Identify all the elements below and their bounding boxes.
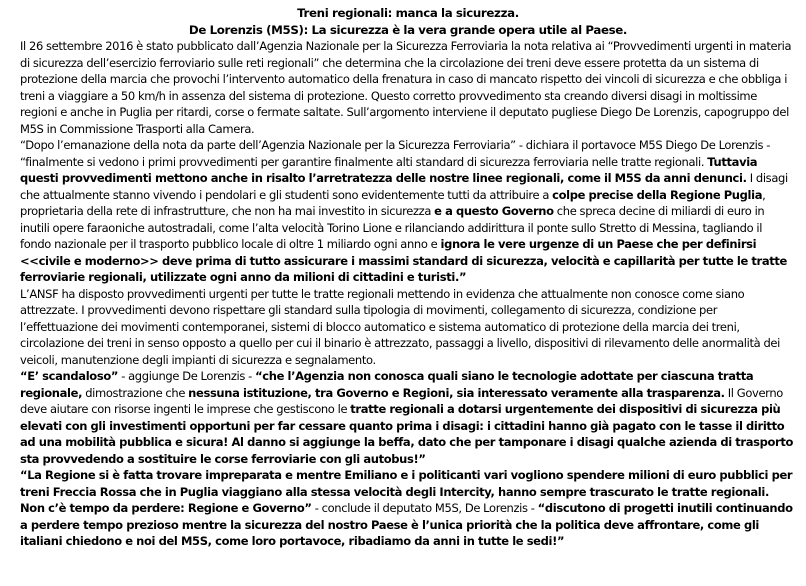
text-run-bold: ignora le vere urgenze di un Paese che per definirsi <<civile e moderno>> deve prima di tutto assicurare i massimi standard di sicurezza, velocità e capillarità per tutte le tratte ferroviarie regionali, utilizzate ogni anno da milioni di cittadini e turisti.” [20, 237, 787, 284]
text-run-bold: colpe precise della Regione Puglia [552, 187, 763, 202]
text-run-bold: “E’ scandaloso” [20, 369, 119, 383]
text-run-bold: tratte regionali a dotarsi urgentemente dei dispositivi di sicurezza più elevati con gli investimenti opportuni per far cessare quanto prima i disagi: i cittadini hanno già pagato con le tasse il diritto ad una mobilità pubblica e sicura! Al danno si aggiunge la beffa, dato che per tamponare i disagi qualche azienda di trasporto sta provvedendo a sostituire le corse ferroviarie con gli autobus!” [20, 402, 794, 466]
text-run-bold: “discutono di progetti inutili continuando a perdere tempo prezioso mentre la sicurezza del nostro Paese è l’unica priorità che la politica deve affrontare, come gli italiani chiedono e noi del M5S, come loro portavoce, ribadiamo da anni in tutte le sedi!” [20, 501, 793, 548]
text-run: I disagi che attualmente stanno vivendo i pendolari e gli studenti sono evidentemente tutti da attribuire a [20, 171, 788, 202]
paragraph-intro: Il 26 settembre 2016 è stato pubblicato dall’Agenzia Nazionale per la Sicurezza Ferroviaria la nota relativa ai “Provvedimenti urgenti in materia di sicurezza dell’esercizio ferroviario sulle reti regionali” che determina che la circolazione dei treni deve essere protetta da un sistema di protezione della marcia che provochi l’intervento automatico della frenatura in caso di mancato rispetto dei vincoli di sicurezza e che obbliga i treni a viaggiare a 50 km/h in assenza del sistema di protezione. Questo corretto provvedimento sta creando diversi disagi in moltissime regioni e anche in Puglia per ritardi, corse o fermate saltate. Sull’argomento interviene il deputato pugliese Diego De Lorenzis, capogruppo del M5S in Commissione Trasporti alla Camera. [20, 39, 792, 136]
text-run-bold: nessuna istituzione, tra Governo e Regioni, sia interessato veramente alla trasparenza. [188, 385, 725, 400]
paragraph-quote-1 [20, 137, 796, 286]
document-title: Treni regionali: manca la sicurezza. [297, 6, 519, 20]
text-run: dimostrazione che [82, 385, 189, 400]
text-run: che spreca decine di miliardi di euro in inutili opere faraoniche autostradali, come l’alta velocità Torino Lione e rilanciando addirittura il ponte sullo Stretto di Messina, tagliando il fondo nazionale per il trasporto pubblico locale di oltre 1 miliardo ogni anno e [20, 204, 765, 251]
text-run: “Dopo l’emanazione della nota da parte dell’Agenzia Nazionale per la Sicurezza Ferroviaria” - dichiara il portavoce M5S Diego De Lorenzis - “finalmente si vedono i primi provvedimenti per garantire finalmente alti standard di sicurezza ferroviaria nelle tratte regionali. [20, 138, 770, 169]
text-run-bold: “La Regione si è fatta trovare impreparata e mentre Emiliano e i politicanti vari vogliono spendere milioni di euro pubblici per treni Freccia Rossa che in Puglia viaggiano alla stessa velocità degli Intercity, hanno sempre trascurato le tratte regionali. Non c’è tempo da perdere: Regione e Governo” [20, 468, 793, 515]
paragraph-quote-2 [20, 368, 796, 467]
document-subtitle: De Lorenzis (M5S): La sicurezza è la vera grande opera utile al Paese. [188, 22, 628, 37]
text-run: Il Governo deve aiutare con risorse ingenti le imprese che gestiscono le [20, 385, 783, 416]
text-run: - conclude il deputato M5S, De Lorenzis - [311, 501, 538, 515]
text-run-bold: “che l’Agenzia non conosca quali siano le tecnologie adottate per ciascuna tratta regionale, [20, 369, 754, 400]
text-run: - aggiunge De Lorenzis - [118, 369, 256, 383]
text-run: , proprietaria della rete di infrastrutture, che non ha mai investito in sicurezza [20, 187, 766, 218]
paragraph-ansf: L’ANSF ha disposto provvedimenti urgenti per tutte le tratte regionali mettendo in evidenza che attualmente non conosce come siano attrezzate. I provvedimenti devono rispettare gli standard sulla tipologia di movimenti, collegamento di sicurezza, condizione per l’effettuazione dei movimenti contemporanei, sistemi di blocco automatico e sistema automatico di protezione della marcia dei treni, circolazione dei treni in senso opposto a quello per cui il binario è attrezzato, passaggi a livello, dispositivi di rilevamento delle anormalità dei veicoli, manutenzione degli impianti di sicurezza e segnalamento. [20, 286, 780, 367]
text-run-bold: e a questo Governo [434, 204, 554, 218]
text-run-bold: Tuttavia questi provvedimenti mettono anche in risalto l’arretratezza delle nostre linee regionali, come il M5S da anni denunci. [20, 154, 758, 185]
paragraph-quote-3 [20, 467, 796, 550]
